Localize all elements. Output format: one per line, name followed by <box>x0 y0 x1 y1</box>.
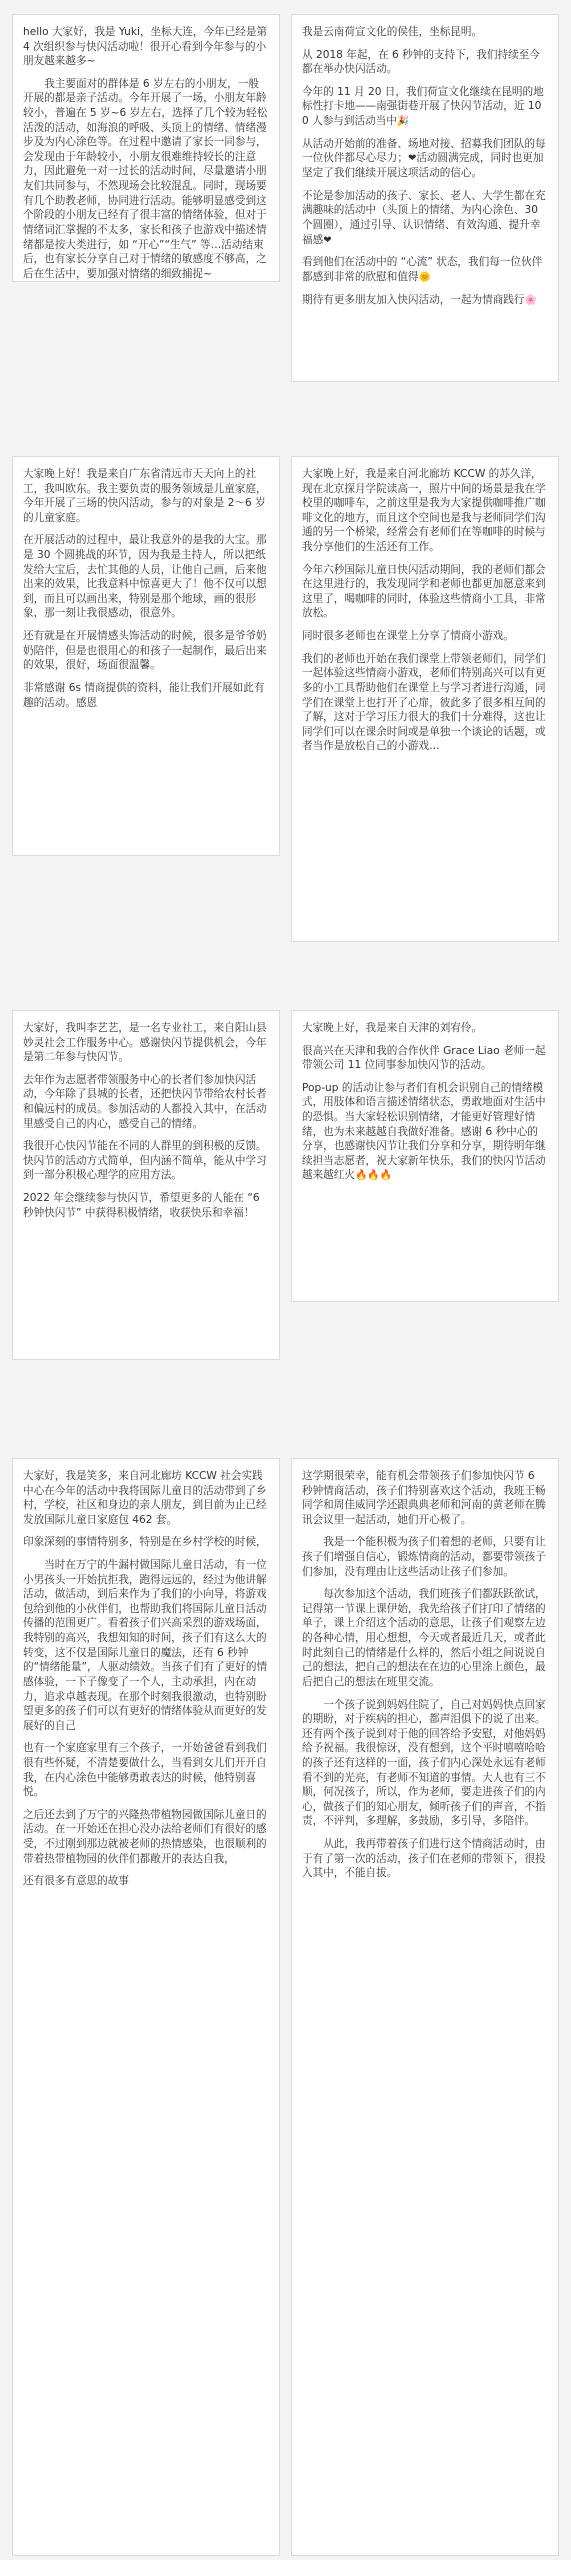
card-paragraph: 去年作为志愿者带领服务中心的长者们参加快闪活动，今年除了县城的长者，还把快闪节带给农村长者和偏远村的成员。参加活动的人都投入其中，在活动里感受自己的内心，感受自己的情绪。 <box>23 1073 267 1130</box>
card-paragraph: 我是一个能积极为孩子们着想的老师，只要有让孩子们增强自信心，锻炼情商的活动，都要带领孩子们参加，没有理由让这些活动让孩子们参加。 <box>302 1536 546 1578</box>
testimonial-card-oudong <box>12 456 280 856</box>
card-paragraph: 从 2018 年起，在 6 秒钟的支持下，我们持续至今都在举办快闪活动。 <box>302 48 540 76</box>
testimonial-card-houjia <box>291 14 559 382</box>
card-paragraph: Pop-up 的活动让参与者们有机会识别自己的情绪模式，用肢体和语言描述情绪状态，勇敢地面对生活中的恐惧。当大家轻松识别情绪，才能更好管理好情绪，也为未来越越自我做好准备。感谢 6 秒中心的分享，也感谢快闪节让我们分享和分享，期待明年继续担当志愿者，祝大家新年快乐，我们的快闪节活动越来越红火🔥🔥🔥 <box>302 1081 546 1182</box>
card-paragraph: 也有一个家庭家里有三个孩子，一开始爸爸看到我们很有些怀疑，不清楚要做什么，当看到女儿们开开自我，在内心涂色中能够勇敢表达的时候，他特别喜悦。 <box>23 1742 267 1799</box>
flower-emoji-icon: 🌸 <box>524 294 537 306</box>
testimonial-card-yuki <box>12 14 280 282</box>
card-paragraph: 大家晚上好，我是来自天津的刘宥伶。 <box>302 1022 483 1034</box>
card-paragraph: hello 大家好，我是 Yuki，坐标大连，今年已经是第 4 次组织参与快闪活动啦！很开心看到今年参与的小朋友越来越多~ <box>23 26 268 68</box>
card-paragraph: 还有就是在开展情感头饰活动的时候，很多是爷爷奶奶陪伴，但是也很用心的和孩子一起制作，最后出来的效果，很好，场面很温馨。 <box>23 630 267 672</box>
testimonial-card-sujiuyang <box>291 456 559 942</box>
party-emoji-icon: 🎉 <box>396 116 410 128</box>
card-paragraph: 印象深刻的事情特别多，特别是在乡村学校的时候， <box>23 1536 267 1549</box>
card-paragraph: 今年的 11 月 20 日，我们荷宣文化继续在昆明的地标性打卡地——南强街巷开展了快闪节活动，近 100 人参与到活动当中🎉 <box>302 85 544 128</box>
fire-emoji-icon: 🔥 <box>354 1170 368 1182</box>
card-paragraph: 大家晚上好！我是来自广东省清远市天天向上的社工，我叫欧东。我主要负责的服务领域是儿童家庭，今年开展了三场的快闪活动，参与的对象是 2～6 岁的儿童家庭。 <box>23 468 267 524</box>
card-paragraph: 之后还去到了万宁的兴隆热带植物园做国际儿童日的活动。在一开始还在担心没办法给老师们有很好的感受，不过刚到那边就被老师的热情感染，也很顺利的带着热带植物园的伙伴们都敞开的表达自我， <box>23 1808 267 1865</box>
heart-emoji-icon: ❤ <box>323 234 332 246</box>
card-paragraph: 大家好，我叫李艺艺，是一名专业社工，来自阳山县妙灵社会工作服务中心。感谢快闪节提供机会，今年是第二年参与快闪节。 <box>23 1022 267 1064</box>
card-paragraph: 我主要面对的群体是 6 岁左右的小朋友，一般开展的都是亲子活动。今年开展了一场，小朋友年龄较小，普遍在 5 岁~6 岁左右，选择了几个较为轻松活泼的活动，如海浪的呼吸、头顶上的情绪、情绪漫步及为内心涂色等。在过程中邀请了家长一同参与，会发现由于年龄较小，小朋友很难维持较长的注意力，因此避免一对一过长的活动时间，尽量邀请小朋友们共同参与，不然现场会比较混乱。同时，现场要有几个助教老师，协同进行活动。能够明显感受到这个阶段的小朋友已经有了很丰富的情绪体验，但对于情绪词汇掌握的不太多，家长和孩子也游戏中描述情绪都是按大类进行，如 “开心”“生气” 等…活动结束后，也有家长分享自己对于情绪的敏感度不够高，之后在生活中，要加强对情绪的细致捕捉~ <box>23 77 268 280</box>
fire-emoji-icon: 🔥 <box>379 1170 393 1182</box>
card-paragraph: 我们的老师也开始在我们课堂上带领老师们，同学们一起体验这些情商小游戏，老师们特别高兴可以有更多的小工具帮助他们在课堂上与学习者进行沟通，同学们在课堂上也打开了心扉，彼此多了很多相互间的了解，这对于学习压力很大的我们十分难得，这也让同学们可以在课余时间或是单独一个谈论的话题，或者当作是放松自己的小游戏… <box>302 652 546 753</box>
card-paragraph: 同时很多老师也在课堂上分享了情商小游戏。 <box>302 630 514 643</box>
card-paragraph: 还有很多有意思的故事 <box>23 1875 129 1888</box>
card-paragraph: 2022 年会继续参与快闪节，希望更多的人能在 “6 秒钟快闪节” 中获得积极情绪，收获快乐和幸福！ <box>23 1192 260 1219</box>
testimonial-card-liyiyi <box>12 1010 280 1360</box>
card-paragraph: 我是云南荷宣文化的侯佳，坐标昆明。 <box>302 26 483 38</box>
card-paragraph: 看到他们在活动中的 “心流” 状态，我们每一位伙伴都感到非常的欣慰和值得🌞 <box>302 256 543 284</box>
heart-emoji-icon: ❤ <box>407 153 417 165</box>
card-paragraph: 今年六秒国际儿童日快闪活动期间，我的老师们都会在这里进行的，我发现同学和老师也都更加愿意来到这里了，喝咖啡的同时，体验这些情商小工具，非常放松。 <box>302 563 546 620</box>
card-paragraph: 每次参加这个活动，我们班孩子们都跃跃欲试，记得第一节课上课伊始，我先给孩子们打印了情绪的单子，课上介绍这个活动的意思，让孩子们观察左边的各种心情，用心想想，今天或者最近几天，或者此时此刻自己的情绪是什么样的，然后小组之间说说自己的想法，把自己的想法在在边的心里涂上颜色，最后把自己的想法在班里交流。 <box>302 1588 546 1688</box>
card-paragraph: 不论是参加活动的孩子、家长、老人、大学生都在充满趣味的活动中（头顶上的情绪、为内心涂色、30 个圆圈），通过引导、认识情绪、有效沟通、提升幸福感❤ <box>302 189 546 246</box>
testimonial-card-liuyouling <box>291 1010 559 1302</box>
testimonial-card-xiaoduo <box>12 1458 280 2556</box>
card-paragraph: 这学期很荣幸，能有机会带领孩子们参加快闪节 6 秒钟情商活动，孩子们特别喜欢这个活动，我班王畅同学和周佳威同学还跟典典老师和河南的黄老师在腾讯会议里一起活动，她们开心极了。 <box>302 1470 546 1526</box>
card-paragraph: 大家晚上好，我是来自河北廊坊 KCCW 的苏久洋，现在北京探月学院读高一，照片中间的场景是我在学校里的咖啡车，之前这里是我为大家提供咖啡推广咖啡文化的地方，而且这个空间也是我与老师同学们沟通的另一个桥梁，经常会有老师们在等咖啡的时候与我分享他们的生活还有工作。 <box>302 468 546 554</box>
card-paragraph: 从活动开始前的准备、场地对接、招募我们团队的每一位伙伴都尽心尽力；❤活动圆满完成，同时也更加坚定了我们继续开展这项活动的信心。 <box>302 137 546 180</box>
card-paragraph: 非常感谢 6s 情商提供的资料，能让我们开展如此有趣的活动。感恩 <box>23 681 265 709</box>
fire-emoji-icon: 🔥 <box>367 1170 380 1182</box>
card-paragraph: 从此，我再带着孩子们进行这个情商活动时，由于有了第一次的活动，孩子们在老师的带领下，很投入其中，不能自拔。 <box>302 1838 546 1880</box>
card-paragraph: 期待有更多朋友加入快闪活动，一起为情商践行🌸 <box>302 293 537 306</box>
card-paragraph: 大家好，我是笑多，来自河北廊坊 KCCW 社会实践中心在今年的活动中我将国际儿童日的活动带到了乡村，学校，社区和身边的亲人朋友，到目前为止已经发放国际儿童日家庭包 462 套。 <box>23 1470 267 1526</box>
card-paragraph: 很高兴在天津和我的合作伙伴 Grace Liao 老师一起带领公司 11 位同事参加快闪节的活动。 <box>302 1044 546 1072</box>
card-paragraph: 在开展活动的过程中，最让我意外的是我的大宝。那是 30 个圆挑战的环节，因为我是主持人，所以把纸发给大宝后，去忙其他的人员，让他自己画，后来他出来的效果，比我意料中惊喜更大了！他不仅可以想到，而且可以画出来，特别是那个地球，画的很形象，那一刻让我很感动，很意外。 <box>23 534 267 620</box>
card-paragraph: 我很开心快闪节能在不同的人群里的到积极的反馈。快闪节的活动方式简单，但内涵不简单，能从中学习到一部分积极心理学的应用方法。 <box>23 1140 267 1182</box>
card-paragraph: 当时在万宁的牛漏村做国际儿童日活动，有一位小男孩头一开始抗拒我，跑得远远的，经过为他讲解活动，做活动，到后来作为了我们的小向导，将游戏包给到他的小伙伴们，也帮助我们将国际儿童日活动传播的范围更广。看着孩子们兴高采烈的游戏场面，我特别的高兴，我想知知的时间，孩子们有这么大的转变，这不仅是国际儿童日的魔法，还有 6 秒钟的“情绪能量”，人驱动绩效。当孩子们有了更好的情感体验，一下子像变了一个人，主动承担，内在动力，追求卓越表现。在那个时刻我很激动，也特别盼望更多的孩子们可以有更好的情绪体验从而更好的发展好的自己 <box>23 1559 268 1732</box>
sun-emoji-icon: 🌞 <box>418 272 431 284</box>
testimonial-card-teacher <box>291 1458 559 2556</box>
card-paragraph: 一个孩子说到妈妈住院了，自己对妈妈快点回家的期盼，对于疾病的担心，都声泪俱下的说了出来。还有两个孩子说到对于他的回答给予安慰，对他妈妈给予祝福。我很惊讶，没有想到，这个平时嘻嘻哈哈的孩子还有这样的一面，孩子们内心深处永远有老师看不到的光亮，有老师不知道的事情。大人也有三不顺，何况孩子，所以，作为老师，要走进孩子们的内心，做孩子们的知心朋友，倾听孩子们的声音，不指责，不评判，多理解，多鼓励，多引导，多陪伴。 <box>302 1698 546 1828</box>
